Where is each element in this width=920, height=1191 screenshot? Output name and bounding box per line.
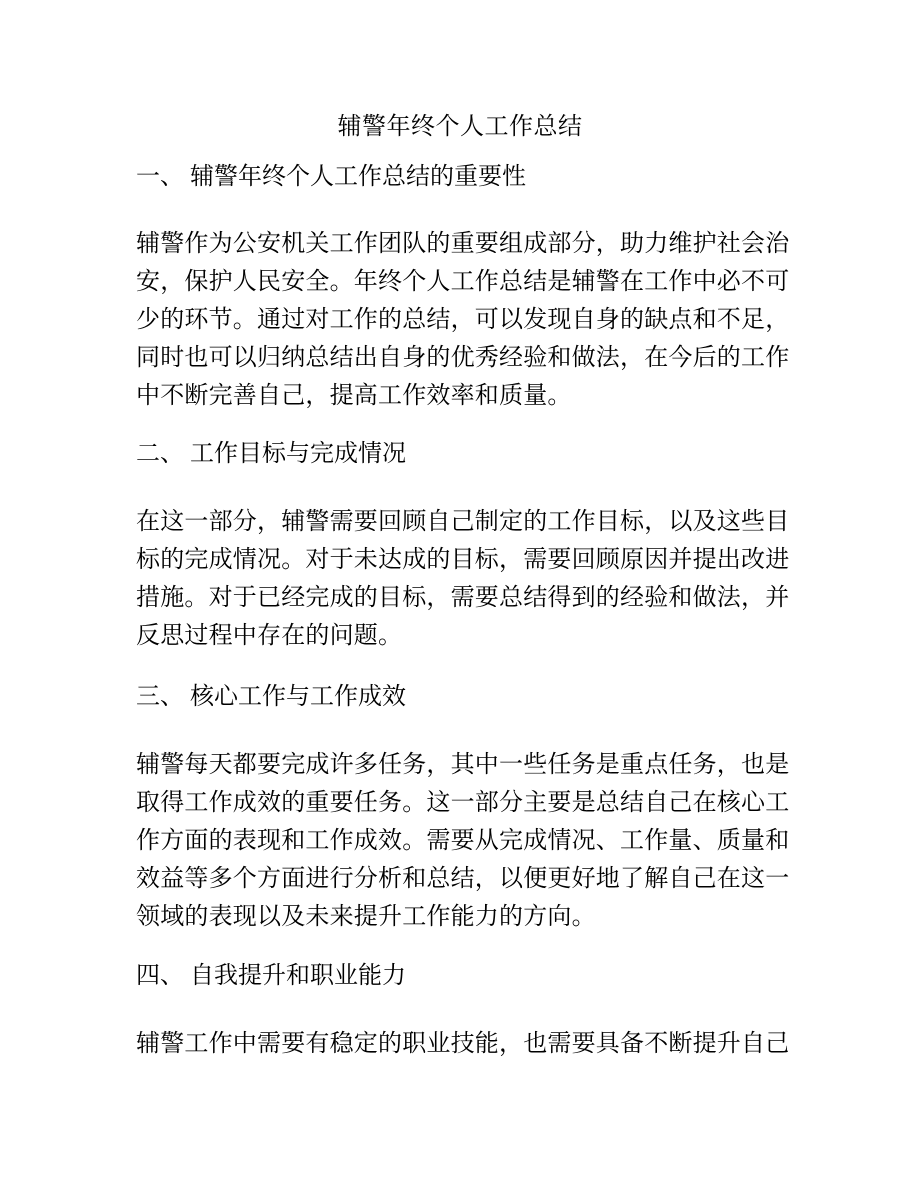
paragraph-line: 同时也可以归纳总结出自身的优秀经验和做法，在今后的工作 xyxy=(136,343,790,371)
section-paragraph-4 xyxy=(136,1024,790,1062)
paragraph-line: 安，保护人民安全。年终个人工作总结是辅警在工作中必不可 xyxy=(136,267,790,295)
paragraph-line: 取得工作成效的重要任务。这一部分主要是总结自己在核心工 xyxy=(136,788,790,816)
section-paragraph-3 xyxy=(136,745,790,935)
paragraph-line: 效益等多个方面进行分析和总结，以便更好地了解自己在这一 xyxy=(136,864,790,892)
section-heading-4 xyxy=(136,957,406,993)
paragraph-line: 少的环节。通过对工作的总结，可以发现自身的缺点和不足， xyxy=(136,305,790,333)
paragraph-line: 标的完成情况。对于未达成的目标，需要回顾原因并提出改进 xyxy=(136,545,790,573)
section-number: 一、 xyxy=(136,162,184,190)
section-heading-text: 核心工作与工作成效 xyxy=(190,682,406,710)
section-heading-2 xyxy=(136,435,406,471)
section-heading-1 xyxy=(136,158,526,194)
section-heading-3 xyxy=(136,678,406,714)
section-paragraph-1 xyxy=(136,224,790,414)
section-number: 三、 xyxy=(136,682,184,710)
paragraph-line: 中不断完善自己，提高工作效率和质量。 xyxy=(136,381,572,409)
section-heading-text: 工作目标与完成情况 xyxy=(190,439,406,467)
section-heading-text: 辅警年终个人工作总结的重要性 xyxy=(190,162,526,190)
paragraph-line: 反思过程中存在的问题。 xyxy=(136,621,403,649)
paragraph-line: 辅警工作中需要有稳定的职业技能，也需要具备不断提升自己 xyxy=(136,1029,790,1057)
section-number: 四、 xyxy=(136,961,184,989)
paragraph-line: 领域的表现以及未来提升工作能力的方向。 xyxy=(136,902,596,930)
document-title: 辅警年终个人工作总结 xyxy=(337,112,583,140)
paragraph-line: 辅警作为公安机关工作团队的重要组成部分，助力维护社会治 xyxy=(136,229,790,257)
paragraph-line: 作方面的表现和工作成效。需要从完成情况、工作量、质量和 xyxy=(136,826,790,854)
paragraph-line: 辅警每天都要完成许多任务，其中一些任务是重点任务，也是 xyxy=(136,750,790,778)
paragraph-line: 在这一部分，辅警需要回顾自己制定的工作目标，以及这些目 xyxy=(136,507,790,535)
section-number: 二、 xyxy=(136,439,184,467)
section-heading-text: 自我提升和职业能力 xyxy=(190,961,406,989)
section-paragraph-2 xyxy=(136,502,790,654)
paragraph-line: 措施。对于已经完成的目标，需要总结得到的经验和做法，并 xyxy=(136,583,790,611)
